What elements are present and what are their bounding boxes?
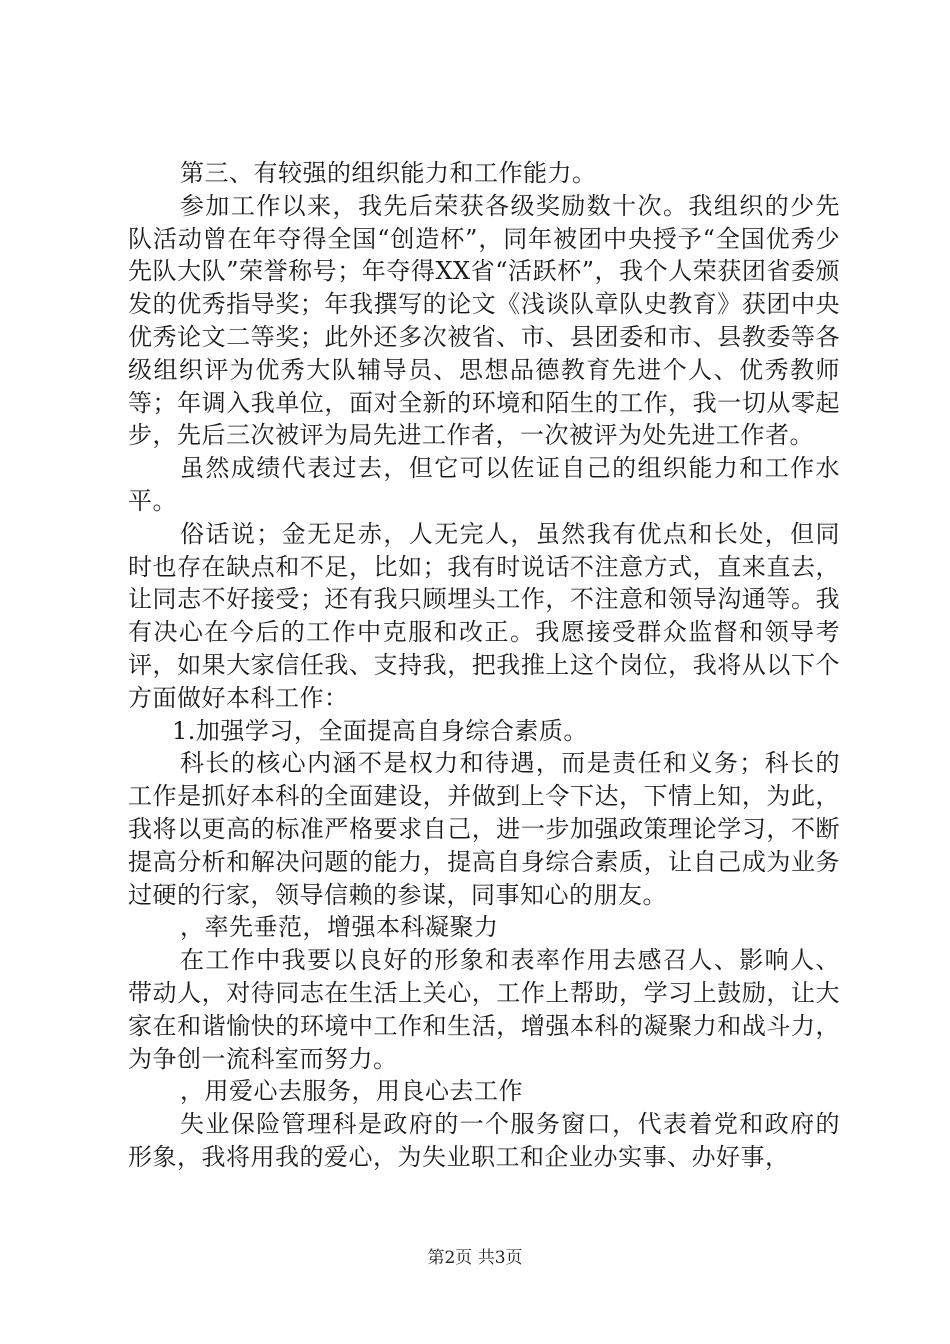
paragraph-service-window: 失业保险管理科是政府的一个服务窗口，代表着党和政府的形象，我将用我的爱心，为失业职工和企业办实事、办好事， [128, 1110, 840, 1171]
paragraph-point-3: ，用爱心去服务，用良心去工作 [180, 1077, 523, 1106]
paragraph-section-chief: 科长的核心内涵不是权力和待遇，而是责任和义务；科长的工作是抓好本科的全面建设，并做到上令下达，下情上知，为此，我将以更高的标准严格要求自己，进一步加强政策理论学习，不断提高分析和解决问题的能力，提高自身综合素质，让自己成为业务过硬的行家，领导信赖的参谋，同事知心的朋友。 [128, 749, 840, 909]
paragraph-shortcomings: 俗话说；金无足赤，人无完人，虽然我有优点和长处，但同时也存在缺点和不足，比如；我有时说话不注意方式，直来直去，让同志不好接受；还有我只顾埋头工作，不注意和领导沟通等。我有决心在今后的工作中克服和改正。我愿接受群众监督和领导考评，如果大家信任我、支持我，把我推上这个岗位，我将从以下个方面做好本科工作： [128, 519, 840, 712]
paragraph-heading-third: 第三、有较强的组织能力和工作能力。 [180, 159, 597, 187]
document-body [128, 157, 840, 1174]
paragraph-awards: 参加工作以来，我先后荣获各级奖励数十次。我组织的少先队活动曾在年夺得全国“创造杯”，同年被团中央授予“全国优秀少先队大队”荣誉称号；年夺得XX省“活跃杯”，我个人荣获团省委颁发的优秀指导奖；年我撰写的论文《浅谈队章队史教育》获团中央优秀论文二等奖；此外还多次被省、市、县团委和市、县教委等各级组织评为优秀大队辅导员、思想品德教育先进个人、优秀教师等；年调入我单位，面对全新的环境和陌生的工作，我一切从零起步，先后三次被评为局先进工作者，一次被评为处先进工作者。 [128, 191, 840, 450]
paragraph-point-2: ，率先垂范，增强本科凝聚力 [180, 913, 499, 942]
paragraph-point-1: 1.加强学习，全面提高自身综合素质。 [172, 716, 588, 745]
paragraph-achievements: 虽然成绩代表过去，但它可以佐证自己的组织能力和工作水平。 [128, 454, 840, 515]
paragraph-cohesion: 在工作中我要以良好的形象和表率作用去感召人、影响人、带动人，对待同志在生活上关心，工作上帮助，学习上鼓励，让大家在和谐愉快的环境中工作和生活，增强本科的凝聚力和战斗力，为争创一流科室而努力。 [128, 946, 840, 1073]
page-footer: 第2页 共3页 [427, 1248, 523, 1268]
